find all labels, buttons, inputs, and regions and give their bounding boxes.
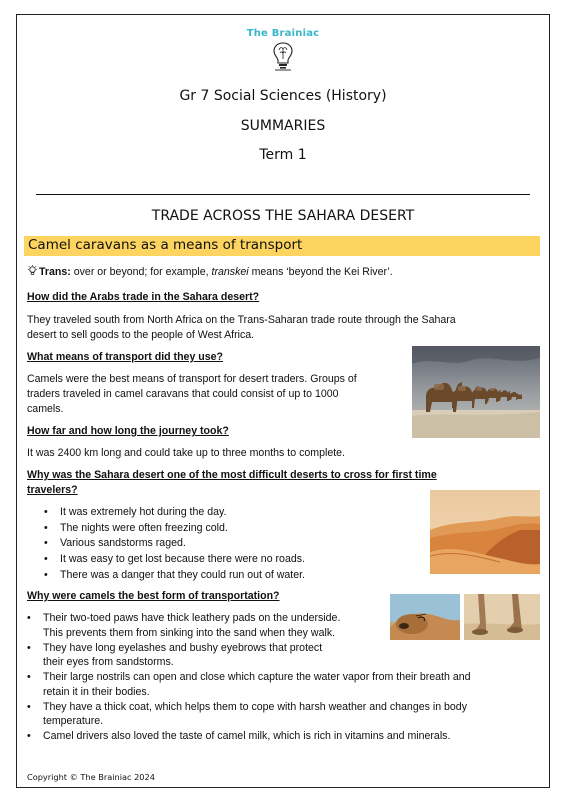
definition-example: transkei <box>211 266 249 278</box>
lightbulb-brain-icon <box>272 41 294 71</box>
page-title: TRADE ACROSS THE SAHARA DESERT <box>151 208 415 224</box>
question-arab-trade: How did the Arabs trade in the Sahara desert? <box>27 291 260 303</box>
list-item: • There was a danger that they could run out of water. <box>44 568 305 581</box>
camel-feet-image <box>464 594 540 640</box>
brand-logo <box>0 28 566 71</box>
definition-term: Trans: <box>39 266 71 278</box>
list-item: • It was easy to get lost because there were no roads. <box>44 553 305 566</box>
brand-name: The Brainiac <box>246 28 320 39</box>
definition-text-after: means ‘beyond the Kei River’. <box>248 266 393 278</box>
section-heading: Camel caravans as a means of transport <box>28 237 303 253</box>
term: Term 1 <box>259 147 307 163</box>
question-means-of-transport: What means of transport did they use? <box>27 351 224 363</box>
doc-type: SUMMARIES <box>240 118 326 134</box>
list-item: • It was extremely hot during the day. <box>44 506 227 518</box>
question-journey-length: How far and how long the journey took? <box>27 425 229 437</box>
list-item: • They have long eyelashes and bushy eyebrows that protect their eyes from sandstorms. <box>27 641 323 669</box>
camel-caravan-image <box>412 346 540 438</box>
definition-text-before: over or beyond; for example, <box>70 266 212 278</box>
answer-transport-line-2: traders traveled in camel caravans that could consist of up to 1000 <box>27 388 339 400</box>
list-item: • Their two-toed paws have thick leathery pads on the underside. This prevents them from sinking into the sand when they walk. <box>27 612 341 639</box>
sahara-dunes-image <box>430 490 540 574</box>
camel-advantages-list <box>27 611 471 744</box>
difficulty-list <box>44 505 305 582</box>
section-heading-band <box>24 236 540 256</box>
answer-arab-trade-line-1: They traveled south from North Africa on the Trans-Saharan trade route through the Sahara <box>27 314 456 326</box>
grade-subject: Gr 7 Social Sciences (History) <box>179 88 387 104</box>
list-item: • The nights were often freezing cold. <box>44 521 228 534</box>
answer-transport-line-3: camels. <box>27 403 64 415</box>
header-divider <box>36 194 530 195</box>
definition-line <box>27 265 393 280</box>
copyright-footer: Copyright © The Brainiac 2024 <box>27 772 155 782</box>
list-item: • Various sandstorms raged. <box>44 537 186 550</box>
question-difficult-desert-line-1: Why was the Sahara desert one of the most difficult deserts to cross for first time <box>27 469 437 481</box>
answer-transport-line-1: Camels were the best means of transport for desert traders. Groups of <box>27 373 357 385</box>
question-best-transport: Why were camels the best form of transportation? <box>27 590 280 602</box>
list-item: • They have a thick coat, which helps them to cope with harsh weather and changes in body temperature. <box>27 700 467 728</box>
answer-journey-length: It was 2400 km long and could take up to three months to complete. <box>27 447 345 459</box>
answer-arab-trade-line-2: desert to sell goods to the people of West Africa. <box>27 329 255 341</box>
question-difficult-desert-line-2: travelers? <box>27 484 78 496</box>
list-item: • Their large nostrils can open and close which capture the water vapor from their breath and retain it in their bodies. <box>27 671 471 698</box>
lightbulb-icon <box>27 265 38 276</box>
list-item: • Camel drivers also loved the taste of camel milk, which is rich in vitamins and minerals. <box>27 730 451 743</box>
